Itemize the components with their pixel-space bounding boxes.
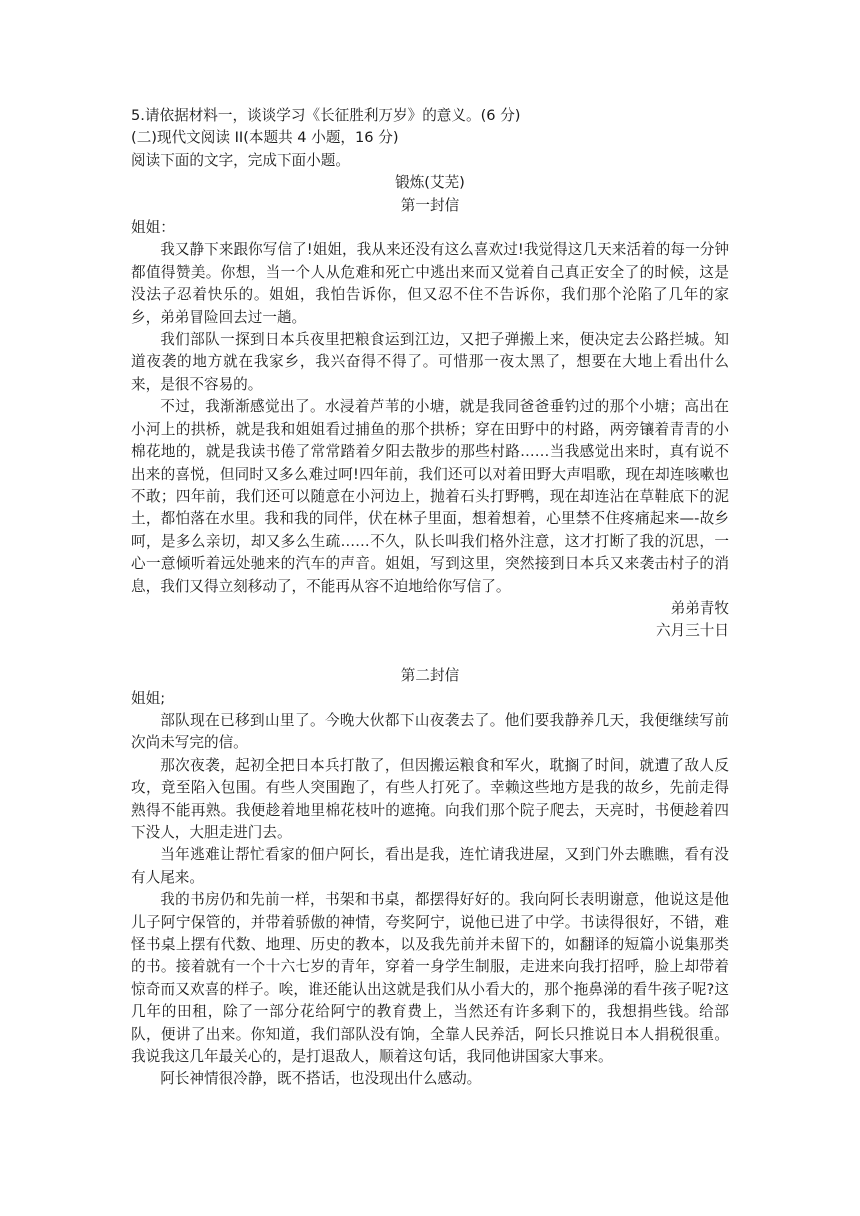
reading-instruction: 阅读下面的文字，完成下面小题。: [131, 151, 350, 169]
article-title: 锻炼(艾芜): [395, 174, 465, 192]
question-5: 5.请依据材料一，谈谈学习《长征胜利万岁》的意义。(6 分): [131, 107, 521, 124]
letter1-paragraph: 不过，我渐渐感觉出了。水浸着芦苇的小塘，就是我同爸爸垂钓过的那个小塘；高出在小河上的拱桥，就是我和姐姐看过捕鱼的那个拱桥；穿在田野中的村路，两旁镶着青青的小棉花地的，就是我读书倦了常常踏着夕阳去散步的那些村路……当我感觉出来时，真有说不出来的喜悦，但同时又多么难过呵!四年前，我们还可以对着田野大声唱歌，现在却连咳嗽也不敢；四年前，我们还可以随意在小河边上，抛着石头打野鸭，现在却连沾在草鞋底下的泥土，都怕落在水里。我和我的同伴，伏在林子里面，想着想着，心里禁不住疼痛起来—-故乡呵，是多么亲切，却又多么生疏……不久，队长叫我们格外注意，这才打断了我的沉思，一心一意倾听着远处驰来的汽车的声音。姐姐，写到这里，突然接到日本兵又来袭击村子的消息，我们又得立刻移动了，不能再从容不迫地给你写信了。: [131, 398, 729, 595]
letter2-paragraph: 那次夜袭，起初全把日本兵打散了，但因搬运粮食和军火，耽搁了时间，就遭了敌人反攻，竟至陷入包围。有些人突围跑了，有些人打死了。幸赖这些地方是我的故乡，先前走得熟得不能再熟。我便趁着地里棉花枝叶的遮掩。向我们那个院子爬去，天亮时，书便趁着四下没人，大胆走进门去。: [131, 756, 729, 841]
letter1-heading: 第一封信: [400, 196, 460, 214]
letter1-paragraph: 我又静下来跟你写信了!姐姐，我从来还没有这么喜欢过!我觉得这几天来活着的每一分钟都值得赞美。你想，当一个人从危难和死亡中逃出来而又觉着自己真正安全了的时候，这是没法子忍着快乐的。姐姐，我怕告诉你，但又忍不住不告诉你，我们那个沦陷了几年的家乡，弟弟冒险回去过一趟。: [131, 241, 729, 326]
letter2-paragraph: 阿长神情很冷静，既不搭话，也没现出什么感动。: [160, 1070, 482, 1088]
letter1-signature: 弟弟青牧: [670, 599, 729, 617]
letter1-salutation: 姐姐：: [131, 219, 175, 237]
letter2-salutation: 姐姐;: [131, 689, 166, 707]
letter2-paragraph: 当年逃难让帮忙看家的佃户阿长，看出是我，连忙请我进屋，又到门外去瞧瞧，看有没有人尾来。: [131, 846, 729, 886]
letter1-date: 六月三十日: [656, 622, 729, 640]
letter1-paragraph: 我们部队一探到日本兵夜里把粮食运到江边，又把子弹搬上来，便决定去公路拦城。知道夜袭的地方就在我家乡，我兴奋得不得了。可惜那一夜太黑了，想要在大地上看出什么来，是很不容易的。: [131, 331, 729, 393]
document-page: [131, 105, 729, 1091]
letter2-paragraph: 部队现在已移到山里了。今晚大伙都下山夜袭去了。他们要我静养几天，我便继续写前次尚未写完的信。: [131, 711, 729, 752]
letter2-paragraph: 我的书房仍和先前一样，书架和书桌，都摆得好好的。我向阿长表明谢意，他说这是他儿子阿宁保管的，并带着骄傲的神情，夸奖阿宁，说他已进了中学。书读得很好，不错，难怪书桌上摆有代数、地理、历史的教本，以及我先前并未留下的，如翻译的短篇小说集那类的书。接着就有一个十六七岁的青年，穿着一身学生制服，走进来向我打招呼，脸上却带着惊奇而又欢喜的样子。唉，谁还能认出这就是我们从小看大的，那个拖鼻涕的看牛孩子呢?这几年的田租，除了一部分花给阿宁的教育费上，当然还有许多剩下的，我想捐些钱。给部队，便讲了出来。你知道，我们部队没有饷，全靠人民养活，阿长只推说日本人捐税很重。我说我这几年最关心的，是打退敌人，顺着这句话，我同他讲国家大事来。: [131, 891, 729, 1066]
letter2-heading: 第二封信: [400, 667, 460, 685]
section-title: (二)现代文阅读 II(本题共 4 小题，16 分): [131, 129, 399, 147]
spacer: [131, 643, 729, 665]
